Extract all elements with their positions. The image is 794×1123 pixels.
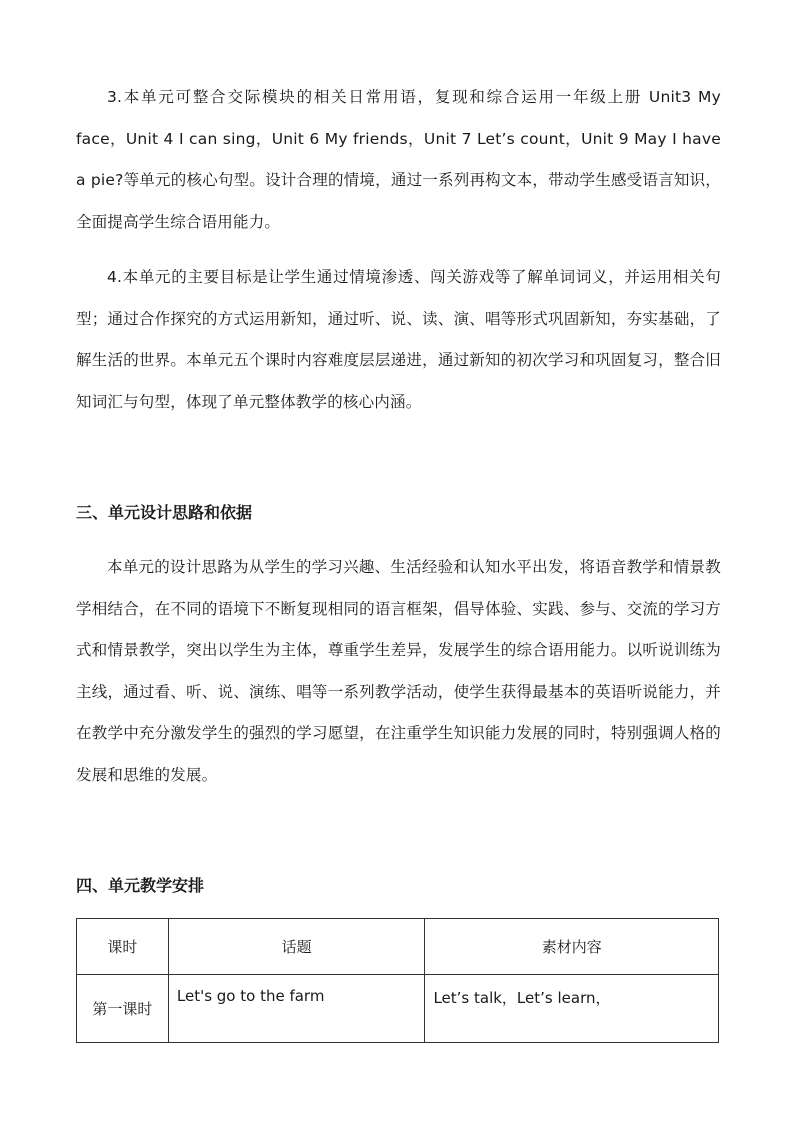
cell-material: Let’s talk，Let’s learn， [425, 975, 719, 1043]
section-heading-schedule: 四、单元教学安排 [76, 876, 205, 895]
cell-lesson: 第一课时 [77, 975, 169, 1043]
header-topic: 话题 [168, 919, 425, 975]
header-material: 素材内容 [425, 919, 719, 975]
table-header-row [77, 919, 719, 975]
section-heading-design: 三、单元设计思路和依据 [76, 503, 253, 522]
header-lesson: 课时 [77, 919, 169, 975]
paragraph-design-rationale: 本单元的设计思路为从学生的学习兴趣、生活经验和认知水平出发，将语音教学和情景教学相结合，在不同的语境下不断复现相同的语言框架，倡导体验、实践、参与、交流的学习方式和情景教学，突出以学生为主体，尊重学生差异，发展学生的综合语用能力。以听说训练为主线，通过看、听、说、演练、唱等一系列教学活动，使学生获得最基本的英语听说能力，并在教学中充分激发学生的强烈的学习愿望，在注重学生知识能力发展的同时，特别强调人格的发展和思维的发展。 [76, 558, 721, 784]
paragraph-3: 3.本单元可整合交际模块的相关日常用语，复现和综合运用一年级上册 Unit3 My face，Unit 4 I can sing，Unit 6 My friends，Unit 7 Let’s count，Unit 9 May I have a pie?等单元的核心句型。设计合理的情境，通过一系列再构文本，带动学生感受语言知识，全面提高学生综合语用能力。 [76, 88, 721, 231]
table-row [77, 975, 719, 1043]
teaching-schedule-table [76, 918, 719, 1043]
paragraph-4: 4.本单元的主要目标是让学生通过情境渗透、闯关游戏等了解单词词义，并运用相关句型；通过合作探究的方式运用新知，通过听、说、读、演、唱等形式巩固新知，夯实基础，了解生活的世界。本单元五个课时内容难度层层递进，通过新知的初次学习和巩固复习，整合旧知词汇与句型，体现了单元整体教学的核心内涵。 [76, 268, 721, 411]
cell-topic: Let's go to the farm [168, 975, 425, 1043]
